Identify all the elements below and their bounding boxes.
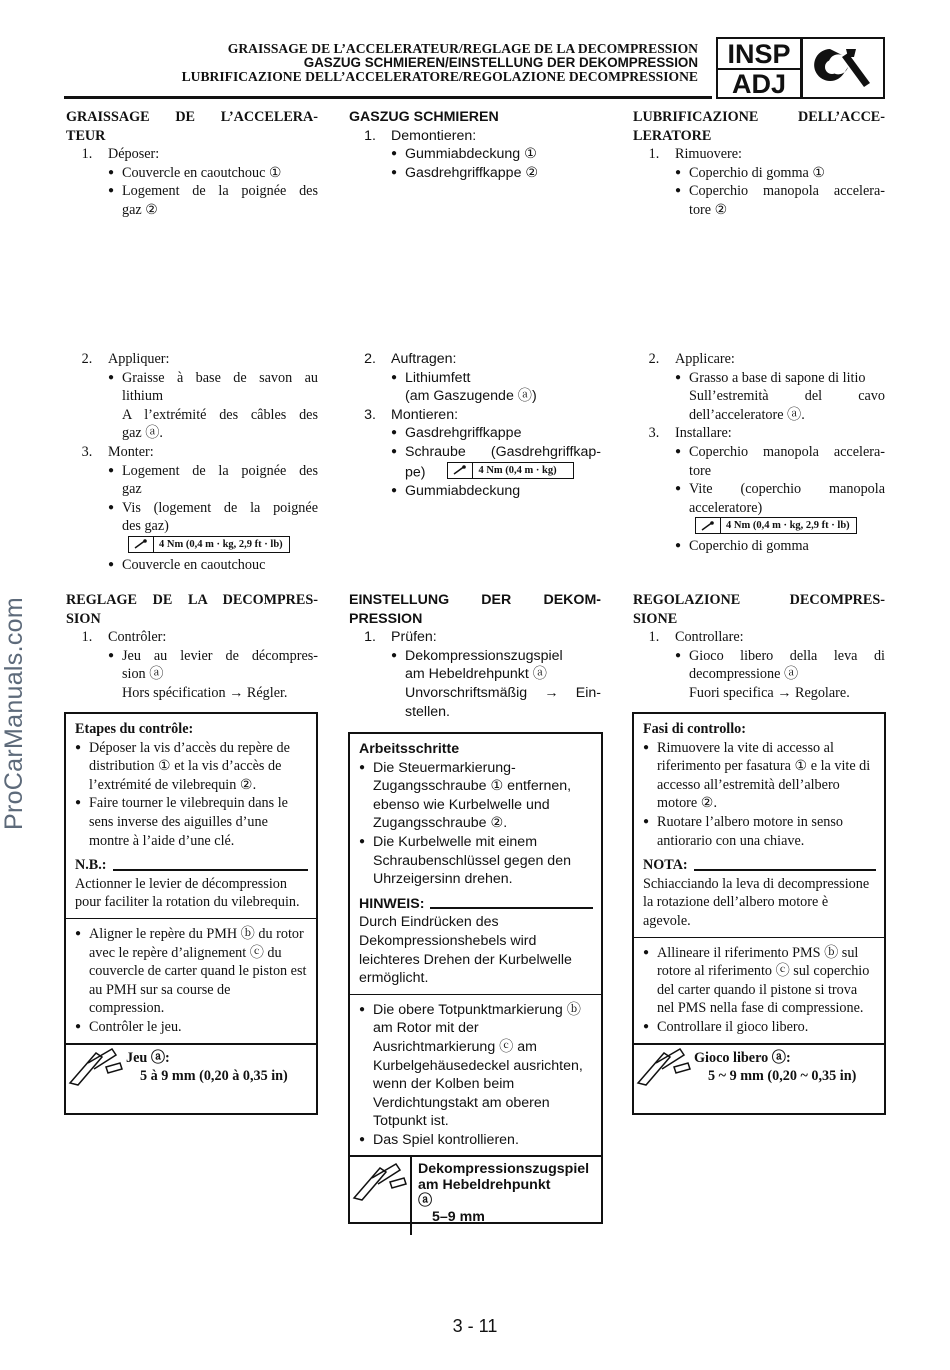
it-decompression-section — [633, 591, 885, 703]
fr-torque-spec: 4 Nm (0,4 m · kg, 2,9 ft · lb) — [66, 536, 318, 556]
it-title-line2: LERATORE — [633, 127, 712, 144]
caliper-icon — [66, 1045, 126, 1087]
watermark: ProCarManuals.com — [0, 597, 28, 830]
fr-box-bullet: ● Déposer la vis d’accès du repère de distribution ① et la vis d’accès de l’extrémité de vilebrequin ②. — [75, 739, 290, 793]
badge-insp: INSP — [718, 39, 800, 70]
it-box-bullet: ● Ruotare l’albero motore in senso antiorario con una chiave. — [643, 813, 843, 849]
de-check-step: 1. Prüfen: — [364, 629, 437, 646]
de-note-text: Durch Eindrücken des Dekompressionshebels wird leichteres Drehen der Kurbelwelle ermöglicht. — [359, 914, 572, 987]
it-step-1: 1. Rimuovere: — [648, 146, 742, 163]
de-step-2: 2. Auftragen: — [364, 351, 457, 367]
de-bullet: ● Gummiabdeckung — [391, 482, 521, 499]
fr-apply-location: A l’extrémité des câbles des gaz ⓐ. — [122, 406, 318, 442]
fr-spec-row — [66, 1043, 316, 1087]
header-rule — [64, 96, 712, 99]
it-spec-label: Gioco libero ⓐ: — [694, 1049, 791, 1066]
de-bullet: ● Dekompressionszugspiel am Hebeldrehpunkt ⓐ — [391, 647, 563, 683]
it-bullet: ● Coperchio di gomma — [675, 538, 809, 555]
badge-adj: ADJ — [731, 69, 786, 99]
de-box-bullet: ● Die Steuermarkierung-Zugangsschraube ① entfernen, ebenso wie Kurbelwelle und Zugangsschraube ②. — [359, 759, 572, 832]
fr-bullet: ● Couvercle en caoutchouc ① — [108, 164, 282, 181]
torque-wrench-icon — [696, 518, 721, 533]
de-spec-value: 5–9 mm — [432, 1209, 485, 1226]
torque-wrench-icon — [129, 537, 154, 552]
it-title-line1: LUBRIFICAZIONE DELL’ACCE- — [633, 109, 885, 125]
de-bullet: ● Gummiabdeckung ① — [391, 146, 537, 163]
fr-title-line2: TEUR — [66, 127, 106, 144]
fr-bullet: ● Couvercle en caoutchouc — [108, 556, 266, 573]
fr-note-heading: N.B.: — [75, 856, 308, 875]
it-apply-section — [633, 350, 885, 556]
it-check-step: 1. Controllare: — [648, 629, 744, 646]
it-bullet: ● Coperchio di gomma ① — [675, 164, 826, 181]
it-bullet: ● Coperchio manopola accelera- tore ② — [675, 183, 885, 218]
it-step-2: 2. Applicare: — [648, 351, 735, 367]
de-lubrication-section — [349, 108, 601, 182]
fr-bullet: ● Jeu au levier de décompres- sion ⓐ — [108, 647, 318, 683]
fr-title-line1: GRAISSAGE DE L’ACCELERA- — [66, 109, 318, 125]
de-step-1: 1. Demontieren: — [364, 127, 477, 144]
it-title2-line1: REGOLAZIONE DECOMPRES- — [633, 592, 885, 608]
wrench-screwdriver-icon — [801, 37, 885, 99]
de-spec-label: Dekompressionszugspiel am Hebeldrehpunkt ⓐ — [418, 1161, 590, 1210]
it-bullet: ● Coperchio manopola accelera- tore — [675, 443, 885, 479]
de-note-heading: HINWEIS: — [359, 895, 593, 914]
header-title-it: LUBRIFICAZIONE DELL’ACCELERATORE/REGOLAZIONE DECOMPRESSIONE — [181, 69, 698, 84]
fr-bullet: ● Graisse à base de savon au lithium — [108, 369, 318, 405]
fr-spec-label: Jeu ⓐ: — [126, 1049, 170, 1066]
fr-decompression-section — [66, 591, 318, 703]
caliper-icon — [350, 1157, 412, 1235]
fr-apply-section — [66, 350, 318, 575]
it-step-3: 3. Installare: — [648, 425, 732, 442]
de-check-steps-box — [348, 732, 603, 1224]
fr-note-text: Actionner le levier de décompression pour faciliter la rotation du vilebrequin. — [75, 875, 300, 911]
de-box-bullet: ● Die Kurbelwelle mit einem Schraubenschlüssel gegen den Uhrzeigersinn drehen. — [359, 833, 571, 888]
fr-box-bullet: ● Aligner le repère du PMH ⓑ du rotor avec le repère d’alignement ⓒ du couvercle de carter quand le piston est au PMH sur sa course de compression. — [75, 925, 307, 1017]
it-box-bullet: ● Rimuovere la vite di accesso al riferimento per fasatura ① e la vite di accesso all’estremità dell’albero motore ②. — [643, 739, 871, 812]
it-out-of-spec: Fuori specifica → Regolare. — [689, 684, 850, 701]
de-apply-section — [349, 350, 601, 500]
fr-step-3: 3. Monter: — [81, 443, 154, 460]
it-box-title: Fasi di controllo: — [643, 721, 746, 737]
it-bullet: ● Gioco libero della leva di decompressione ⓐ — [675, 647, 885, 683]
it-note-heading: NOTA: — [643, 856, 876, 875]
de-box-bullet: ● Die obere Totpunktmarkierung ⓑ am Rotor mit der Ausrichtmarkierung ⓒ am Kurbelgehäusedeckel ausrichten, wenn der Kolben beim Verdichtungstakt am oberen Totpunkt ist. — [359, 1001, 583, 1130]
it-box-bullet: ● Allineare il riferimento PMS ⓑ sul rotore al riferimento ⓒ sul coperchio del carter quando il pistone si trova nel PMS nella fase di compressione. — [643, 944, 870, 1017]
de-decompression-section — [349, 591, 601, 721]
de-apply-location: (am Gaszugende ⓐ) — [405, 388, 537, 405]
fr-box-bullet: ● Faire tourner le vilebrequin dans le sens inverse des aiguilles d’une montre à l’aide d’une clé. — [75, 795, 288, 849]
it-spec-value: 5 ~ 9 mm (0,20 ~ 0,35 in) — [708, 1068, 857, 1085]
it-bullet: ● Grasso a base di sapone di litio — [675, 369, 866, 386]
fr-title2-line1: REGLAGE DE LA DECOMPRES- — [66, 592, 318, 608]
section-badge — [716, 37, 802, 99]
de-title: GASZUG SCHMIEREN — [349, 109, 499, 125]
it-box-bullet: ● Controllare il gioco libero. — [643, 1018, 809, 1035]
fr-bullet: ● Logement de la poignée des gaz ② — [108, 183, 318, 218]
fr-title2-line2: SION — [66, 610, 101, 627]
de-bullet: ● Gasdrehgriffkappe — [391, 425, 522, 442]
de-box-title: Arbeitsschritte — [359, 741, 460, 757]
fr-spec-value: 5 à 9 mm (0,20 à 0,35 in) — [140, 1068, 288, 1085]
it-torque-spec: 4 Nm (0,4 m · kg, 2,9 ft · lb) — [633, 517, 885, 537]
fr-bullet: ● Logement de la poignée des gaz — [108, 462, 318, 498]
de-out-of-spec: Unvorschriftsmäßig → Ein- stellen. — [405, 684, 601, 720]
it-check-steps-box — [632, 712, 886, 1115]
de-bullet: ● Schraube (Gasdrehgriffkap- pe) 4 Nm (0,4 m · kg) — [391, 443, 601, 481]
fr-box-title: Etapes du contrôle: — [75, 721, 194, 737]
de-title2-line2: PRESSION — [349, 610, 423, 627]
page-header-titles — [182, 42, 698, 84]
de-bullet: ● Lithiumfett — [391, 369, 471, 386]
it-bullet: ● Vite (coperchio manopola acceleratore) — [675, 481, 885, 516]
de-title2-line1: EINSTELLUNG DER DEKOM- — [349, 592, 601, 608]
torque-wrench-icon — [448, 463, 473, 478]
fr-bullet: ● Vis (logement de la poignée des gaz) — [108, 499, 318, 535]
header-title-fr: GRAISSAGE DE L’ACCELERATEUR/REGLAGE DE LA DECOMPRESSION — [227, 41, 698, 56]
fr-box-bullet: ● Contrôler le jeu. — [75, 1018, 182, 1035]
fr-step-1: 1. Déposer: — [81, 146, 160, 163]
fr-step-2: 2. Appliquer: — [81, 351, 170, 367]
page-number: 3 - 11 — [452, 1316, 498, 1336]
de-spec-row — [350, 1155, 601, 1235]
fr-out-of-spec: Hors spécification → Régler. — [122, 684, 288, 701]
header-title-de: GASZUG SCHMIEREN/EINSTELLUNG DER DEKOMPRESSION — [303, 55, 698, 70]
de-box-bullet: ● Das Spiel kontrollieren. — [359, 1131, 519, 1148]
it-spec-row — [634, 1043, 884, 1087]
fr-check-steps-box — [64, 712, 318, 1115]
it-apply-location: Sull’estremità del cavo dell’acceleratore ⓐ. — [689, 388, 885, 423]
caliper-icon — [634, 1045, 694, 1087]
it-lubrication-section — [633, 108, 885, 220]
it-title2-line2: SIONE — [633, 610, 678, 627]
de-torque-spec: 4 Nm (0,4 m · kg) — [447, 462, 573, 479]
fr-check-step: 1. Contrôler: — [81, 629, 167, 646]
fr-lubrication-section — [66, 108, 318, 220]
de-bullet: ● Gasdrehgriffkappe ② — [391, 164, 539, 181]
de-step-3: 3. Montieren: — [364, 406, 459, 423]
it-note-text: Schiacciando la leva di decompressione la rotazione dell’albero motore è agevole. — [643, 875, 870, 929]
